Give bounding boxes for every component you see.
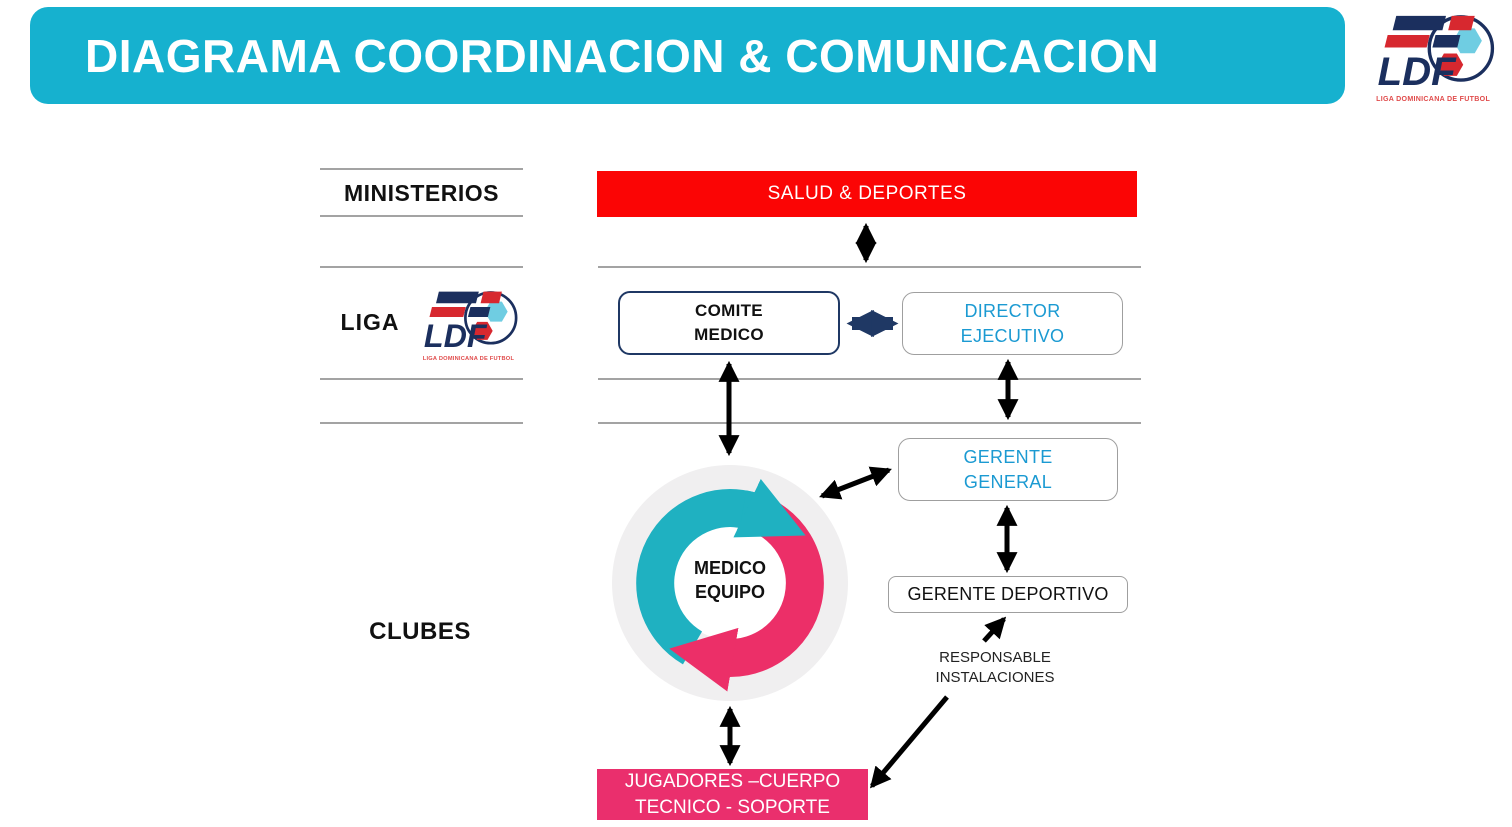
row-label-clubes: CLUBES [369,618,471,645]
node-jugadores-cuerpo-tecnico [597,769,868,820]
row-label-ministerios: MINISTERIOS [343,179,499,206]
director-line2: EJECUTIVO [960,325,1065,346]
node-gerente-general [898,438,1118,501]
logo-abbr: LDF [423,318,487,355]
responsable-line1: RESPONSABLE [939,649,1051,666]
cycle-arrow-teal-head [743,509,762,515]
logo-abbr: LDF [1377,48,1456,94]
node-comite-medico [618,291,840,355]
logo-tagline: LIGA DOMINICANA DE FUTBOL [1376,95,1491,104]
node-director-ejecutivo [902,292,1123,355]
jugadores-line2: TECNICO - SOPORTE [635,796,830,818]
arrow-responsable-gerente-deportivo [984,619,1004,641]
responsable-line2: INSTALACIONES [935,668,1055,686]
comite-line2: MEDICO [694,325,764,344]
page-title: DIAGRAMA COORDINACION & COMUNICACION [85,29,1160,82]
ldf-logo-small [416,284,524,367]
arrow-equipo-gerente-general [822,470,889,496]
director-line1: DIRECTOR [964,301,1061,322]
header-bar [30,7,1345,104]
comite-line1: COMITE [695,301,763,321]
row-label-liga: LIGA [340,308,400,335]
arrow-responsable-jugadores [872,697,947,786]
ldf-logo [1368,6,1502,110]
medico-line2: EQUIPO [694,582,765,603]
logo-tagline: LIGA DOMINICANA DE FUTBOL [422,356,515,363]
gerente-general-line1: GERENTE [963,447,1053,468]
node-salud-deportes [597,171,1137,217]
jugadores-line1: JUGADORES –CUERPO [624,770,841,792]
node-gerente-deportivo [888,576,1128,613]
medico-line1: MEDICO [694,558,766,578]
label-medico-equipo [665,556,795,605]
node-salud-label: SALUD & DEPORTES [767,183,967,204]
gerente-deportivo-label: GERENTE DEPORTIVO [907,584,1109,604]
label-responsable-instalaciones [900,648,1090,687]
gerente-general-line2: GENERAL [963,471,1053,492]
